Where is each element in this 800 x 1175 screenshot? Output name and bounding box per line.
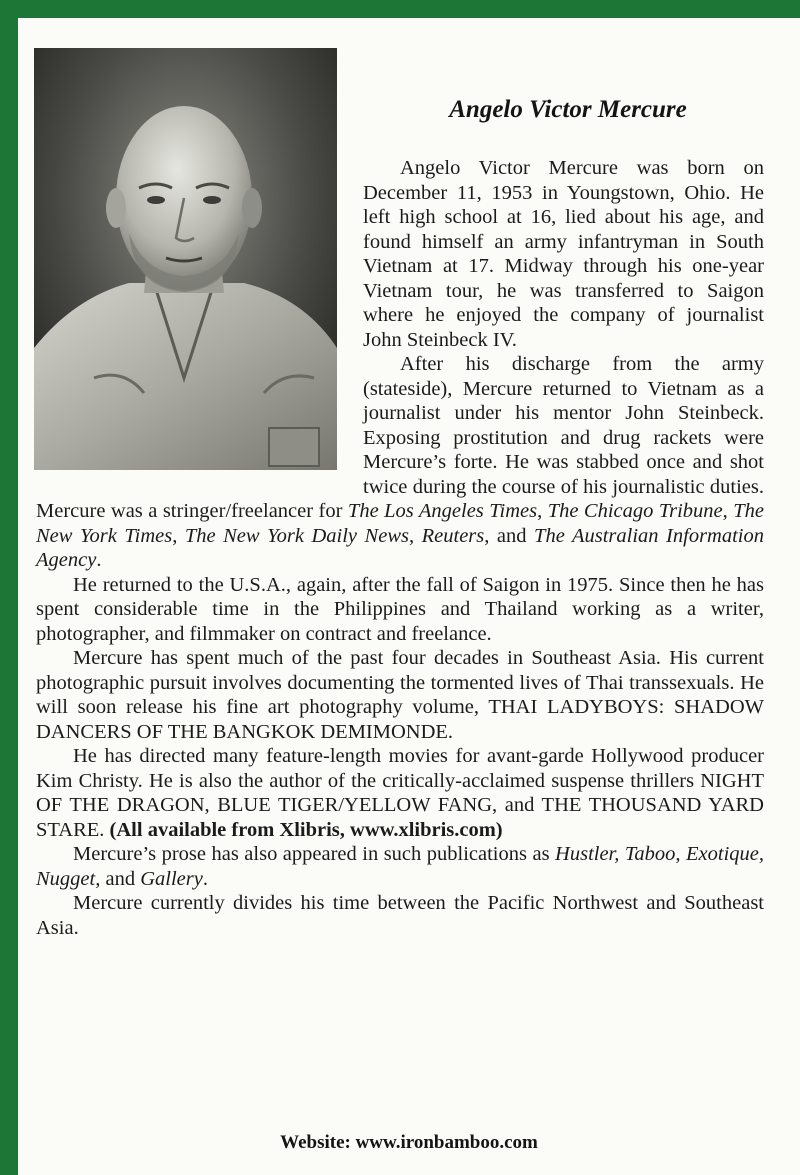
text-run: He has directed many feature-length movies for avant-garde Hollywood producer Kim Christy. He is also the author of the critically-acclaimed suspense thrillers NIGHT OF THE DRAGON, BLUE TIGER/YELLOW FANG, and THE THOUSAND YARD STARE. [36, 745, 764, 841]
bio-paragraph [36, 573, 764, 647]
italic-title-run: The New York Times [36, 500, 765, 547]
text-run: , [408, 524, 422, 547]
text-run: , [172, 524, 185, 547]
text-run: , [537, 500, 548, 522]
text-run: . [202, 867, 208, 890]
bold-text-run: (All available from Xlibris, www.xlibris.com) [109, 818, 503, 841]
text-run: and [100, 867, 141, 890]
bio-paragraph [36, 744, 764, 842]
italic-title-run: The Australian Information Agency [36, 524, 764, 571]
italic-title-run: Reuters [421, 524, 485, 547]
photo-wrap-spacer [36, 156, 363, 478]
text-run: He returned to the U.S.A., again, after the fall of Saigon in 1975. Since then he has spent considerable time in the Philippines and Thailand working as a writer, photographer, and filmmaker on contract and freelance. [36, 573, 764, 645]
text-run: Mercure’s prose has also appeared in such publications as [73, 843, 556, 865]
author-name-heading: Angelo Victor Mercure [449, 96, 687, 123]
text-run: Mercure currently divides his time between the Pacific Northwest and Southeast Asia. [36, 892, 764, 939]
bio-paragraph [36, 842, 764, 891]
bio-paragraph [36, 891, 764, 940]
bio-paragraph [36, 646, 764, 744]
text-run: After his discharge from the army (stateside), Mercure returned to Vietnam as a journalist under his mentor John Steinbeck. Exposing prostitution and drug rackets were Mercure’s forte. He was stabbed once and shot twice during the course of his journalistic duties. Mercure was a stringer/freelancer for [36, 353, 764, 522]
italic-title-run: Hustler, Taboo, Exotique, Nugget, [36, 843, 764, 890]
text-run: , and [484, 524, 535, 547]
bio-page [18, 18, 800, 1175]
italic-title-run: The Chicago Tribune [547, 500, 723, 522]
text-run: Angelo Victor Mercure was born on December 11, 1953 in Youngstown, Ohio. He left high school at 16, lied about his age, and found himself an army infantryman in South Vietnam at 17. Midway through his one-year Vietnam tour, he was transferred to Saigon where he enjoyed the company of journalist John Steinbeck IV. [363, 157, 764, 351]
bio-text [36, 156, 764, 940]
text-run: . [96, 549, 102, 571]
text-run: Mercure has spent much of the past four decades in Southeast Asia. His current photographic pursuit involves documenting the tormented lives of Thai transsexuals. He will soon release his fine art photography volume, THAI LADYBOYS: SHADOW DANCERS OF THE BANGKOK DEMIMONDE. [36, 647, 764, 743]
text-run: , [722, 500, 734, 522]
website-line: Website: www.ironbamboo.com [280, 1132, 538, 1153]
italic-title-run: Gallery [140, 867, 203, 890]
italic-title-run: The New York Daily News [184, 524, 409, 547]
italic-title-run: The Los Angeles Times [347, 500, 538, 522]
